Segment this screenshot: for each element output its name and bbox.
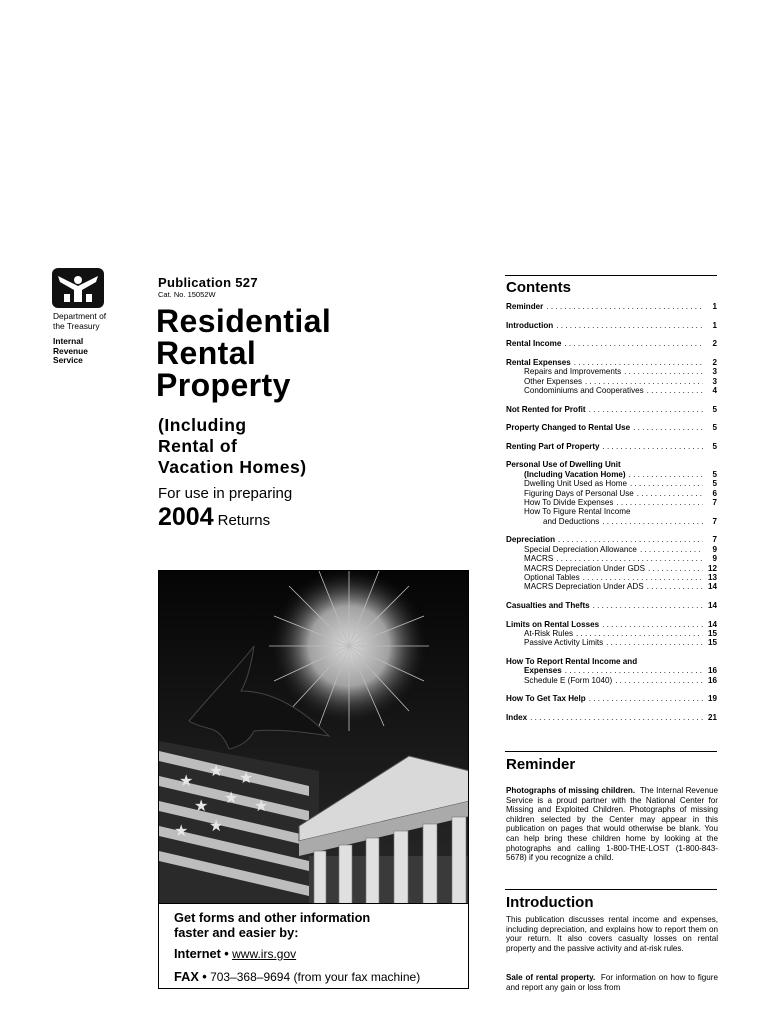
toc-entry-page: 16 bbox=[707, 675, 717, 685]
toc-entry-page: 6 bbox=[712, 488, 717, 498]
toc-group bbox=[506, 442, 717, 451]
toc-entry[interactable] bbox=[506, 517, 717, 526]
toc-entry-label: Renting Part of Property bbox=[506, 441, 600, 451]
toc-entry-label: Condominiums and Cooperatives bbox=[524, 386, 644, 395]
toc-entry-label: Figuring Days of Personal Use bbox=[524, 488, 634, 498]
toc-entry[interactable] bbox=[506, 638, 717, 647]
table-of-contents bbox=[506, 302, 717, 732]
toc-entry-page: 2 bbox=[712, 357, 717, 367]
toc-entry[interactable] bbox=[506, 367, 717, 376]
fax-number: 703–368–9694 (from your fax machine) bbox=[210, 970, 421, 984]
toc-entry-label: MACRS Depreciation Under ADS bbox=[524, 582, 644, 592]
toc-entry-label: How To Get Tax Help bbox=[506, 694, 586, 704]
toc-entry-page: 5 bbox=[712, 404, 717, 414]
agency-block bbox=[53, 312, 115, 366]
catalog-number: Cat. No. 15052W bbox=[158, 290, 216, 299]
toc-entry[interactable] bbox=[506, 545, 717, 554]
toc-entry-page: 19 bbox=[707, 694, 717, 704]
toc-leader-dots bbox=[553, 554, 703, 563]
reminder-paragraph bbox=[506, 786, 718, 863]
toc-entry[interactable] bbox=[506, 358, 717, 367]
toc-group bbox=[506, 657, 717, 685]
toc-entry-page: 7 bbox=[712, 498, 717, 507]
toc-entry[interactable] bbox=[506, 582, 717, 591]
toc-entry-page: 14 bbox=[707, 619, 717, 629]
toc-entry[interactable] bbox=[506, 554, 717, 563]
toc-entry-label: Rental Income bbox=[506, 339, 562, 349]
toc-entry[interactable] bbox=[506, 498, 717, 507]
title-line: Residential bbox=[156, 303, 332, 339]
toc-entry[interactable] bbox=[506, 535, 717, 544]
toc-entry[interactable] bbox=[506, 676, 717, 685]
irs-website-link[interactable]: www.irs.gov bbox=[232, 947, 297, 961]
toc-group bbox=[506, 358, 717, 396]
toc-leader-dots bbox=[637, 545, 703, 554]
toc-leader-dots bbox=[599, 620, 703, 629]
toc-entry[interactable] bbox=[506, 442, 717, 451]
toc-entry-label: At-Risk Rules bbox=[524, 629, 574, 639]
svg-text:★: ★ bbox=[194, 796, 209, 815]
toc-leader-dots bbox=[543, 302, 703, 311]
returns-label: Returns bbox=[217, 512, 271, 529]
toc-entry-label: Property Changed to Rental Use bbox=[506, 423, 631, 433]
sale-lead: Sale of rental property. bbox=[506, 973, 596, 982]
toc-leader-dots bbox=[582, 377, 703, 386]
toc-leader-dots bbox=[580, 573, 703, 582]
forms-heading-line: Get forms and other information bbox=[174, 910, 371, 925]
fax-line: FAX • 703–368–9694 (from your fax machine) bbox=[174, 969, 421, 984]
publication-number: Publication 527 bbox=[158, 275, 258, 290]
toc-entry-label: Introduction bbox=[506, 320, 554, 330]
toc-group bbox=[506, 321, 717, 330]
contents-heading: Contents bbox=[506, 279, 571, 296]
toc-entry-label: How To Report Rental Income and bbox=[506, 657, 638, 667]
toc-leader-dots bbox=[555, 535, 703, 544]
toc-entry-label: Repairs and Improvements bbox=[524, 367, 622, 377]
toc-entry[interactable] bbox=[506, 405, 717, 414]
publication-title bbox=[156, 305, 331, 401]
toc-group bbox=[506, 620, 717, 648]
toc-entry[interactable] bbox=[506, 489, 717, 498]
toc-entry[interactable] bbox=[506, 657, 717, 666]
toc-entry-page: 21 bbox=[707, 713, 717, 723]
toc-entry[interactable] bbox=[506, 666, 717, 675]
toc-entry[interactable] bbox=[506, 470, 717, 479]
toc-leader-dots bbox=[553, 321, 703, 330]
cover-image bbox=[158, 570, 469, 904]
toc-entry-label: Casualties and Thefts bbox=[506, 601, 590, 611]
toc-entry-page: 14 bbox=[707, 582, 717, 592]
toc-leader-dots bbox=[586, 694, 703, 703]
internet-line: Internet • www.irs.gov bbox=[174, 946, 297, 961]
sale-of-rental-paragraph bbox=[506, 973, 718, 992]
toc-leader-dots bbox=[571, 358, 703, 367]
toc-entry-page: 5 bbox=[712, 423, 717, 433]
toc-entry[interactable] bbox=[506, 507, 717, 516]
for-use-text: For use in preparing bbox=[158, 485, 293, 502]
toc-leader-dots bbox=[599, 517, 703, 526]
toc-group bbox=[506, 339, 717, 348]
toc-leader-dots bbox=[644, 386, 703, 395]
toc-leader-dots bbox=[645, 564, 703, 573]
toc-leader-dots bbox=[630, 423, 703, 432]
toc-entry-label: (Including Vacation Home) bbox=[524, 469, 626, 479]
svg-text:★: ★ bbox=[209, 761, 224, 780]
tax-year-line bbox=[158, 503, 270, 532]
title-line: Property bbox=[156, 367, 291, 403]
toc-entry-label: Optional Tables bbox=[524, 573, 580, 583]
toc-group bbox=[506, 423, 717, 432]
toc-entry-label: and Deductions bbox=[543, 516, 600, 526]
toc-entry-page: 12 bbox=[707, 563, 717, 573]
toc-entry[interactable] bbox=[506, 629, 717, 638]
toc-leader-dots bbox=[590, 601, 703, 610]
svg-text:★: ★ bbox=[209, 816, 224, 835]
toc-entry-label: How To Figure Rental Income bbox=[524, 507, 631, 517]
get-forms-box bbox=[158, 904, 469, 989]
toc-entry-page: 16 bbox=[707, 666, 717, 676]
toc-leader-dots bbox=[627, 479, 703, 488]
toc-leader-dots bbox=[621, 367, 703, 376]
toc-group bbox=[506, 535, 717, 591]
toc-entry-label: Limits on Rental Losses bbox=[506, 619, 600, 629]
publication-subtitle bbox=[158, 415, 307, 478]
toc-entry-page: 9 bbox=[712, 554, 717, 564]
toc-group bbox=[506, 601, 717, 610]
toc-entry-page: 15 bbox=[707, 638, 717, 648]
toc-entry[interactable] bbox=[506, 386, 717, 395]
toc-entry-page: 4 bbox=[712, 386, 717, 395]
toc-group bbox=[506, 460, 717, 526]
toc-entry[interactable] bbox=[506, 620, 717, 629]
reminder-lead: Photographs of missing children. bbox=[506, 786, 636, 795]
toc-entry-page: 9 bbox=[712, 544, 717, 554]
toc-entry[interactable] bbox=[506, 573, 717, 582]
toc-entry[interactable] bbox=[506, 321, 717, 330]
reminder-heading: Reminder bbox=[506, 756, 576, 773]
toc-leader-dots bbox=[562, 666, 703, 675]
toc-entry-label: Dwelling Unit Used as Home bbox=[524, 479, 628, 489]
toc-entry-page: 5 bbox=[712, 479, 717, 489]
toc-entry-label: Special Depreciation Allowance bbox=[524, 544, 637, 554]
introduction-heading: Introduction bbox=[506, 894, 594, 911]
irs-name: Internal Revenue Service bbox=[53, 336, 88, 366]
department-name: Department of the Treasury bbox=[53, 311, 107, 331]
reminder-body: The Internal Revenue Service is a proud partner with the National Center for Missing and Exploited Children. Photographs of missing children selected by the Center may appear in this publication on pages that would otherwise be blank. You can help bring these children home by looking at the photographs and calling 1-800-THE-LOST (1-800-843-5678) if you recognize a child. bbox=[506, 786, 718, 863]
sale-body: For information on how to figure and report any gain or loss from bbox=[506, 973, 718, 992]
toc-leader-dots bbox=[613, 498, 703, 507]
toc-group bbox=[506, 694, 717, 703]
toc-entry-page: 5 bbox=[712, 469, 717, 479]
toc-leader-dots bbox=[561, 339, 703, 348]
svg-text:★: ★ bbox=[179, 771, 194, 790]
toc-group bbox=[506, 302, 717, 311]
toc-entry-label: Other Expenses bbox=[524, 376, 583, 386]
toc-entry-page: 7 bbox=[712, 535, 717, 545]
toc-entry-page: 14 bbox=[707, 601, 717, 611]
toc-entry-page: 1 bbox=[712, 320, 717, 330]
fax-label: FAX bbox=[174, 969, 199, 984]
toc-entry-label: Schedule E (Form 1040) bbox=[524, 675, 613, 685]
toc-entry-page: 2 bbox=[712, 339, 717, 349]
svg-text:★: ★ bbox=[174, 821, 189, 840]
toc-leader-dots bbox=[634, 489, 703, 498]
subtitle-line: Vacation Homes) bbox=[158, 457, 307, 477]
toc-entry[interactable] bbox=[506, 339, 717, 348]
toc-entry-label: Expenses bbox=[524, 666, 562, 676]
internet-label: Internet bbox=[174, 946, 221, 961]
toc-entry[interactable] bbox=[506, 460, 717, 469]
toc-entry[interactable] bbox=[506, 302, 717, 311]
toc-entry[interactable] bbox=[506, 479, 717, 488]
toc-leader-dots bbox=[612, 676, 703, 685]
toc-leader-dots bbox=[603, 638, 703, 647]
toc-entry-page: 1 bbox=[712, 302, 717, 311]
subtitle-line: (Including bbox=[158, 415, 247, 435]
toc-group bbox=[506, 713, 717, 722]
toc-entry[interactable] bbox=[506, 377, 717, 386]
svg-text:★: ★ bbox=[224, 788, 239, 807]
title-line: Rental bbox=[156, 335, 257, 371]
toc-entry-page: 5 bbox=[712, 441, 717, 451]
toc-entry-page: 7 bbox=[712, 516, 717, 526]
tax-year: 2004 bbox=[158, 503, 214, 531]
toc-entry-label: Depreciation bbox=[506, 535, 556, 545]
subtitle-line: Rental of bbox=[158, 436, 238, 456]
svg-text:★: ★ bbox=[254, 796, 269, 815]
toc-entry-label: Reminder bbox=[506, 302, 544, 311]
toc-entry-label: Index bbox=[506, 713, 528, 723]
toc-entry-label: MACRS Depreciation Under GDS bbox=[524, 563, 645, 573]
svg-text:★: ★ bbox=[239, 768, 254, 787]
toc-entry-page: 3 bbox=[712, 376, 717, 386]
toc-entry[interactable] bbox=[506, 601, 717, 610]
toc-entry-label: Personal Use of Dwelling Unit bbox=[506, 460, 621, 470]
toc-entry[interactable] bbox=[506, 694, 717, 703]
toc-entry-label: Passive Activity Limits bbox=[524, 638, 604, 648]
contents-rule bbox=[505, 275, 717, 276]
toc-leader-dots bbox=[600, 442, 703, 451]
toc-leader-dots bbox=[626, 470, 703, 479]
toc-leader-dots bbox=[644, 582, 703, 591]
introduction-rule bbox=[505, 889, 717, 890]
toc-leader-dots bbox=[573, 629, 703, 638]
forms-heading-line: faster and easier by: bbox=[174, 925, 299, 940]
toc-entry[interactable] bbox=[506, 423, 717, 432]
toc-entry-page: 15 bbox=[707, 629, 717, 639]
introduction-paragraph: This publication discusses rental income and expenses, including depreciation, and explains how to report them on your return. It also covers casualty losses on rental property and the passive activity and at-risk rules. bbox=[506, 915, 718, 953]
irs-eagle-logo bbox=[52, 268, 104, 308]
toc-entry[interactable] bbox=[506, 713, 717, 722]
toc-entry-label: MACRS bbox=[524, 554, 554, 564]
toc-entry-page: 3 bbox=[712, 367, 717, 377]
toc-entry-page: 13 bbox=[707, 573, 717, 583]
toc-entry-label: Not Rented for Profit bbox=[506, 404, 586, 414]
toc-entry-label: Rental Expenses bbox=[506, 357, 571, 367]
toc-leader-dots bbox=[586, 405, 703, 414]
toc-entry[interactable] bbox=[506, 564, 717, 573]
forms-heading bbox=[174, 910, 468, 940]
toc-leader-dots bbox=[527, 713, 703, 722]
reminder-rule bbox=[505, 751, 717, 752]
toc-entry-label: How To Divide Expenses bbox=[524, 498, 614, 507]
toc-group bbox=[506, 405, 717, 414]
